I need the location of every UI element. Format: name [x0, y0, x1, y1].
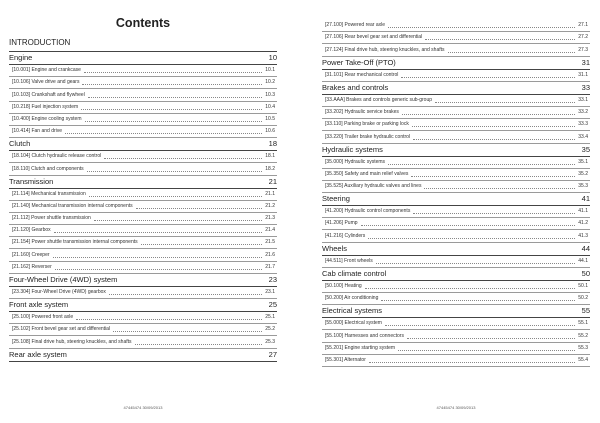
right-page — [322, 8, 590, 412]
entry-title: [33.220] Trailer brake hydraulic control — [325, 133, 411, 140]
dot-leader — [388, 26, 575, 28]
left-page — [9, 8, 277, 412]
toc-entry[interactable] — [9, 189, 277, 201]
toc-entry[interactable] — [322, 119, 590, 131]
dot-leader — [141, 243, 263, 245]
toc-entry[interactable] — [322, 206, 590, 218]
toc-entry[interactable] — [9, 151, 277, 163]
entry-title: [35.000] Hydraulic systems — [325, 158, 386, 165]
entry-page-number: 10.4 — [265, 103, 275, 110]
toc-entry[interactable] — [9, 262, 277, 274]
entry-title: [21.140] Mechanical transmission internal components — [12, 202, 133, 209]
toc-section[interactable] — [322, 193, 590, 206]
toc-entry[interactable] — [322, 107, 590, 119]
entry-page-number: 55.4 — [578, 356, 588, 363]
entry-page-number: 35.3 — [578, 183, 588, 190]
dot-leader — [425, 38, 575, 40]
section-title: Clutch — [9, 139, 31, 149]
dot-leader — [385, 324, 575, 326]
section-title: Front axle system — [9, 300, 69, 309]
dot-leader — [135, 343, 263, 345]
toc-section[interactable] — [322, 305, 590, 318]
entry-title: [18.104] Clutch hydraulic release control — [12, 153, 102, 160]
section-page-number: 31 — [581, 57, 590, 67]
entry-title: [25.102] Front bevel gear set and differential — [12, 326, 111, 333]
dot-leader — [136, 207, 263, 209]
section-title: Cab climate control — [322, 268, 387, 278]
section-page-number: 55 — [581, 306, 590, 316]
toc-entry[interactable] — [322, 95, 590, 107]
toc-entry[interactable] — [322, 181, 590, 193]
entry-page-number: 10.5 — [265, 115, 275, 122]
dot-leader — [82, 83, 262, 85]
toc-entry[interactable] — [322, 343, 590, 355]
entry-page-number: 50.2 — [578, 295, 588, 302]
toc-entry[interactable] — [322, 293, 590, 305]
dot-leader — [411, 175, 575, 177]
toc-section[interactable] — [322, 144, 590, 157]
dot-leader — [53, 256, 263, 258]
dot-leader — [81, 108, 262, 110]
section-title: Hydraulic systems — [322, 144, 383, 154]
dot-leader — [113, 330, 262, 332]
toc-section[interactable] — [322, 268, 590, 281]
dot-leader — [424, 187, 575, 189]
dot-leader — [369, 361, 575, 363]
section-title: Electrical systems — [322, 306, 383, 316]
dot-leader — [89, 195, 262, 197]
toc-section[interactable] — [9, 274, 277, 287]
dot-leader — [54, 231, 263, 233]
toc-entry[interactable] — [322, 330, 590, 342]
entry-page-number: 50.1 — [578, 283, 588, 289]
toc-section[interactable] — [9, 299, 277, 312]
dot-leader — [76, 318, 262, 320]
entry-title: [10.414] Fan and drive — [12, 128, 63, 135]
dot-leader — [435, 101, 575, 103]
dot-leader — [398, 349, 575, 351]
entry-page-number: 25.2 — [265, 326, 275, 333]
toc-entry[interactable] — [322, 44, 590, 56]
toc-entry[interactable] — [322, 157, 590, 169]
dot-leader — [376, 262, 576, 264]
entry-page-number: 35.2 — [578, 170, 588, 177]
section-title: Transmission — [9, 176, 54, 186]
entry-title: [18.110] Clutch and components — [12, 165, 84, 172]
entry-page-number: 33.2 — [578, 109, 588, 116]
entry-title: [33.202] Hydraulic service brakes — [325, 109, 399, 116]
section-page-number: 25 — [268, 300, 277, 309]
entry-title: [21.120] Gearbox — [12, 227, 51, 234]
entry-title: [33.110] Parking brake or parking lock — [325, 121, 409, 128]
entry-title: [23.304] Four-Wheel Drive (4WD) gearbox — [12, 289, 106, 295]
page-footer: 47445474 30/09/2013 — [436, 405, 476, 410]
toc-entry[interactable] — [322, 318, 590, 330]
toc-entry[interactable] — [9, 324, 277, 336]
dot-leader — [94, 219, 262, 221]
entry-page-number: 10.2 — [265, 79, 275, 86]
entry-page-number: 41.2 — [578, 220, 588, 227]
dot-leader — [401, 76, 575, 78]
toc-entry[interactable] — [9, 213, 277, 225]
page-title: Contents — [115, 16, 171, 30]
dot-leader — [407, 337, 575, 339]
entry-page-number: 25.1 — [265, 314, 275, 321]
entry-page-number: 21.2 — [265, 202, 275, 209]
toc-section[interactable] — [322, 82, 590, 95]
toc-entry[interactable] — [9, 201, 277, 213]
entry-page-number: 21.4 — [265, 227, 275, 234]
section-title: Brakes and controls — [322, 82, 389, 92]
toc-section[interactable] — [9, 176, 277, 189]
dot-leader — [361, 224, 576, 226]
section-page-number: 41 — [581, 194, 590, 204]
entry-title: [27.100] Powered rear axle — [325, 22, 386, 29]
toc-entry[interactable] — [322, 169, 590, 181]
entry-title: [55.301] Alternator — [325, 356, 366, 363]
table-of-contents — [322, 20, 590, 367]
entry-page-number: 55.3 — [578, 344, 588, 351]
section-page-number: 10 — [268, 53, 277, 62]
toc-entry[interactable] — [9, 114, 277, 126]
toc-entry[interactable] — [322, 281, 590, 293]
entry-page-number: 44.1 — [578, 257, 588, 264]
section-page-number: 21 — [268, 176, 277, 186]
section-page-number: 18 — [268, 139, 277, 149]
entry-title: [55.201] Engine starting system — [325, 344, 396, 351]
entry-page-number: 33.4 — [578, 133, 588, 140]
page-footer: 47445474 30/09/2013 — [123, 405, 163, 410]
dot-leader — [88, 96, 262, 98]
dot-leader — [104, 157, 262, 159]
entry-title: [21.112] Power shuttle transmission — [12, 215, 91, 222]
entry-title: [35.525] Auxiliary hydraulic valves and lines — [325, 183, 422, 190]
entry-title: [55.000] Electrical system — [325, 320, 382, 327]
section-page-number: 23 — [268, 274, 277, 284]
entry-title: [50.100] Heating — [325, 283, 362, 289]
dot-leader — [412, 125, 575, 127]
section-title: Power Take-Off (PTO) — [322, 57, 396, 67]
entry-page-number: 31.1 — [578, 71, 588, 78]
entry-title: [21.162] Reverser — [12, 263, 52, 270]
dot-leader — [365, 287, 576, 289]
toc-section[interactable] — [322, 243, 590, 256]
entry-page-number: 23.1 — [265, 289, 275, 295]
dot-leader — [65, 132, 262, 134]
entry-page-number: 10.1 — [265, 67, 275, 74]
entry-page-number: 41.1 — [578, 208, 588, 215]
entry-title: [10.106] Valve drive and gears — [12, 79, 80, 86]
toc-entry[interactable] — [322, 355, 590, 367]
section-page-number: 27 — [268, 349, 277, 359]
introduction-heading: INTRODUCTION — [9, 38, 71, 47]
dot-leader — [413, 138, 575, 140]
section-page-number: 50 — [581, 268, 590, 278]
table-of-contents — [9, 52, 277, 362]
entry-title: [10.400] Engine cooling system — [12, 115, 82, 122]
dot-leader — [381, 299, 575, 301]
entry-title: [27.106] Rear bevel gear set and differential — [325, 34, 423, 41]
toc-entry[interactable] — [9, 312, 277, 324]
entry-title: [10.218] Fuel injection system — [12, 103, 79, 110]
entry-page-number: 27.2 — [578, 34, 588, 41]
entry-page-number: 10.6 — [265, 128, 275, 135]
toc-entry[interactable] — [322, 230, 590, 242]
entry-title: [41.200] Hydraulic control components — [325, 208, 411, 215]
entry-page-number: 33.3 — [578, 121, 588, 128]
entry-page-number: 18.1 — [265, 153, 275, 160]
entry-title: [25.108] Final drive hub, steering knuckles, and shafts — [12, 338, 132, 345]
entry-title: [41.216] Cylinders — [325, 232, 366, 239]
toc-entry[interactable] — [322, 131, 590, 143]
entry-page-number: 33.1 — [578, 96, 588, 103]
dot-leader — [109, 293, 262, 295]
entry-title: [33.AAA] Brakes and controls generic sub-group — [325, 96, 433, 103]
toc-entry[interactable] — [9, 336, 277, 348]
toc-entry[interactable] — [9, 89, 277, 101]
entry-title: [55.100] Harnesses and connectors — [325, 332, 404, 339]
section-title: Four-Wheel Drive (4WD) system — [9, 274, 118, 284]
section-title: Engine — [9, 53, 33, 62]
dot-leader — [85, 120, 263, 122]
entry-page-number: 35.1 — [578, 158, 588, 165]
toc-section[interactable] — [322, 57, 590, 70]
dot-leader — [448, 51, 576, 53]
entry-page-number: 41.3 — [578, 232, 588, 239]
entry-title: [31.101] Rear mechanical control — [325, 71, 399, 78]
section-title: Steering — [322, 194, 350, 204]
toc-entry[interactable] — [9, 249, 277, 261]
toc-entry[interactable] — [9, 225, 277, 237]
entry-page-number: 55.2 — [578, 332, 588, 339]
entry-title: [21.114] Mechanical transmission — [12, 190, 86, 197]
entry-page-number: 10.3 — [265, 91, 275, 98]
entry-page-number: 21.3 — [265, 215, 275, 222]
entry-title: [35.350] Safety and main relief valves — [325, 170, 409, 177]
toc-entry[interactable] — [322, 218, 590, 230]
entry-page-number: 21.7 — [265, 263, 275, 270]
section-title: Rear axle system — [9, 349, 67, 359]
entry-title: [27.124] Final drive hub, steering knuckles, and shafts — [325, 46, 445, 53]
section-page-number: 35 — [581, 144, 590, 154]
entry-title: [50.200] Air conditioning — [325, 295, 379, 302]
toc-section[interactable] — [9, 349, 277, 362]
section-title: Wheels — [322, 243, 348, 253]
entry-title: [25.100] Powered front axle — [12, 314, 74, 321]
entry-page-number: 27.1 — [578, 22, 588, 29]
toc-entry[interactable] — [322, 32, 590, 44]
toc-entry[interactable] — [9, 77, 277, 89]
section-page-number: 44 — [581, 243, 590, 253]
toc-entry[interactable] — [9, 287, 277, 299]
entry-title: [44.511] Front wheels — [325, 257, 373, 264]
entry-page-number: 18.2 — [265, 165, 275, 172]
toc-entry[interactable] — [9, 163, 277, 175]
dot-leader — [413, 212, 575, 214]
entry-title: [10.001] Engine and crankcase — [12, 67, 81, 74]
toc-entry[interactable] — [9, 102, 277, 114]
entry-title: [21.160] Creeper — [12, 251, 50, 258]
entry-page-number: 21.6 — [265, 251, 275, 258]
toc-entry[interactable] — [322, 70, 590, 82]
entry-title: [41.206] Pump — [325, 220, 358, 227]
toc-entry[interactable] — [9, 126, 277, 138]
entry-page-number: 21.1 — [265, 190, 275, 197]
entry-title: [10.103] Crankshaft and flywheel — [12, 91, 85, 98]
toc-entry[interactable] — [322, 20, 590, 32]
toc-section[interactable] — [9, 138, 277, 151]
entry-page-number: 25.3 — [265, 338, 275, 345]
dot-leader — [368, 237, 575, 239]
dot-leader — [388, 163, 575, 165]
toc-entry[interactable] — [9, 237, 277, 249]
entry-title: [21.154] Power shuttle transmission internal components — [12, 239, 138, 246]
dot-leader — [402, 113, 575, 115]
dot-leader — [84, 71, 262, 73]
toc-entry[interactable] — [9, 65, 277, 77]
entry-page-number: 55.1 — [578, 320, 588, 327]
toc-section[interactable] — [9, 52, 277, 65]
section-page-number: 33 — [581, 82, 590, 92]
toc-entry[interactable] — [322, 256, 590, 268]
entry-page-number: 21.5 — [265, 239, 275, 246]
entry-page-number: 27.3 — [578, 46, 588, 53]
dot-leader — [87, 170, 263, 172]
dot-leader — [55, 268, 263, 270]
